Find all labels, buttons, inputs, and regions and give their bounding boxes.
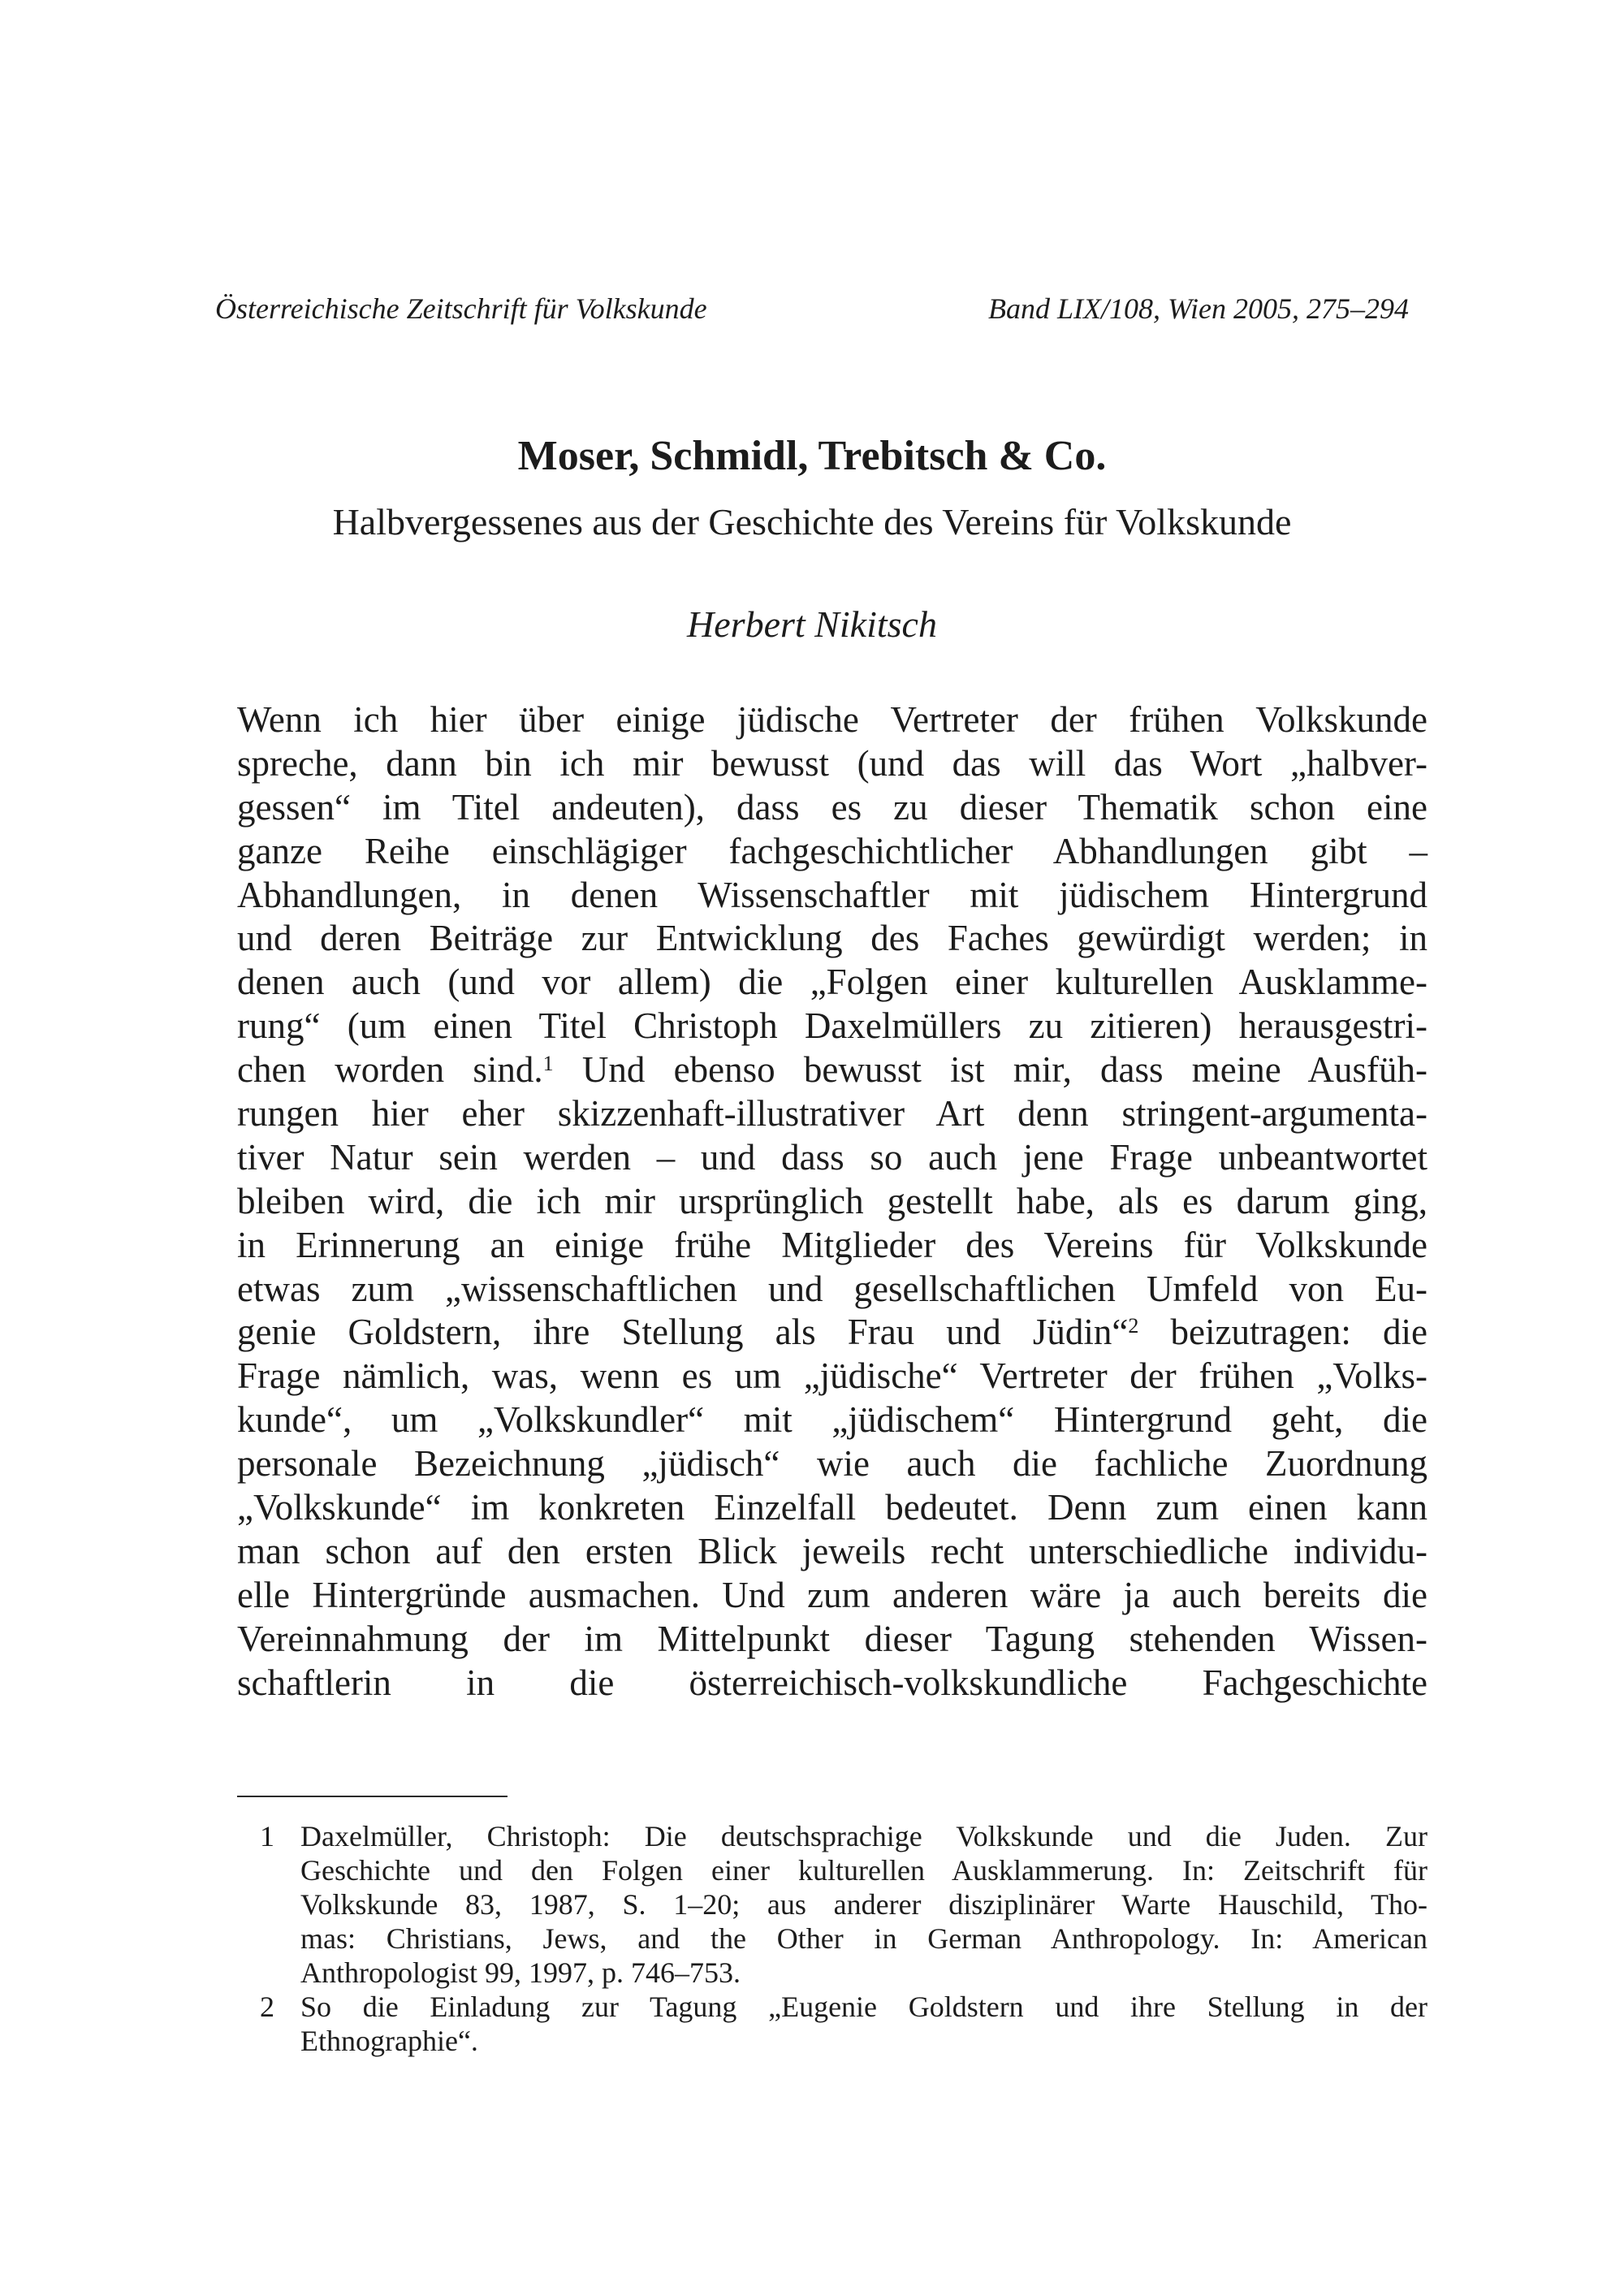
footnote-line: mas: Christians, Jews, and the Other in German Anthropology. In: American	[300, 1922, 1427, 1955]
body-line-part: beizutragen: die	[1138, 1312, 1427, 1353]
article-title: Moser, Schmidl, Trebitsch & Co.	[517, 433, 1107, 479]
footnote-ref-1[interactable]: 1	[542, 1052, 554, 1076]
footnote-2	[260, 1990, 1427, 2058]
footnote-divider	[237, 1796, 508, 1797]
body-line: Abhandlungen, in denen Wissenschaftler mit jüdischem Hintergrund	[237, 874, 1427, 915]
body-line: Wenn ich hier über einige jüdische Vertreter der frühen Volkskunde	[237, 699, 1427, 740]
body-line: rung“ (um einen Titel Christoph Daxelmüllers zu zitieren) herausgestri-	[237, 1005, 1427, 1047]
body-line: rungen hier eher skizzenhaft-illustrativer Art denn stringent-argumenta-	[237, 1093, 1427, 1135]
body-line: personale Bezeichnung „jüdisch“ wie auch die fachliche Zuordnung	[237, 1443, 1427, 1485]
journal-name: Österreichische Zeitschrift für Volkskunde	[215, 292, 707, 325]
body-line-part: chen worden sind.	[237, 1049, 543, 1091]
body-line	[237, 1311, 1427, 1355]
article-author: Herbert Nikitsch	[687, 603, 937, 645]
body-line: schaftlerin in die österreichisch-volkskundliche Fachgeschichte	[237, 1662, 1427, 1703]
article-subtitle: Halbvergessenes aus der Geschichte des Vereins für Volkskunde	[332, 501, 1292, 542]
body-line: gessen“ im Titel andeuten), dass es zu dieser Thematik schon eine	[237, 786, 1427, 828]
footnote-line: Daxelmüller, Christoph: Die deutschsprachige Volkskunde und die Juden. Zur	[300, 1820, 1427, 1852]
body-line: etwas zum „wissenschaftlichen und gesellschaftlichen Umfeld von Eu-	[237, 1268, 1427, 1309]
body-line: tiver Natur sein werden – und dass so auch jene Frage unbeantwortet	[237, 1136, 1427, 1178]
body-line-part: Und ebenso bewusst ist mir, dass meine Ausfüh-	[553, 1049, 1428, 1091]
running-head	[215, 288, 1409, 329]
volume-info: Band LIX/108, Wien 2005, 275–294	[988, 292, 1409, 325]
footnote-line: Anthropologist 99, 1997, p. 746–753.	[300, 1956, 741, 1989]
body-line: denen auch (und vor allem) die „Folgen einer kulturellen Ausklamme-	[237, 962, 1427, 1003]
footnote-1	[260, 1819, 1427, 1990]
body-line: bleiben wird, die ich mir ursprünglich gestellt habe, als es darum ging,	[237, 1180, 1427, 1221]
footnote-line: Ethnographie“.	[300, 2025, 478, 2057]
body-line: Frage nämlich, was, wenn es um „jüdische“ Vertreter der frühen „Volks-	[237, 1355, 1427, 1397]
footnote-line: So die Einladung zur Tagung „Eugenie Goldstern und ihre Stellung in der	[300, 1991, 1427, 2023]
body-text	[237, 698, 1427, 1705]
footnote-ref-2[interactable]: 2	[1128, 1314, 1139, 1338]
footnotes	[260, 1819, 1427, 2058]
footnote-line: Volkskunde 83, 1987, S. 1–20; aus anderer disziplinärer Warte Hauschild, Tho-	[300, 1888, 1427, 1921]
body-line: in Erinnerung an einige frühe Mitglieder des Vereins für Volkskunde	[237, 1224, 1427, 1265]
body-line	[237, 1048, 1427, 1092]
body-line-part: genie Goldstern, ihre Stellung als Frau und Jüdin“	[237, 1312, 1129, 1353]
body-line: spreche, dann bin ich mir bewusst (und das will das Wort „halbver-	[237, 742, 1427, 784]
body-line: elle Hintergründe ausmachen. Und zum anderen wäre ja auch bereits die	[237, 1574, 1427, 1615]
body-line: man schon auf den ersten Blick jeweils recht unterschiedliche individu-	[237, 1530, 1427, 1571]
body-line: kunde“, um „Volkskundler“ mit „jüdischem“ Hintergrund geht, die	[237, 1399, 1427, 1441]
body-line: „Volkskunde“ im konkreten Einzelfall bedeutet. Denn zum einen kann	[237, 1487, 1427, 1528]
footnote-number: 2	[260, 1991, 274, 2023]
body-line: und deren Beiträge zur Entwicklung des Faches gewürdigt werden; in	[237, 918, 1427, 959]
body-line: Vereinnahmung der im Mittelpunkt dieser Tagung stehenden Wissen-	[237, 1618, 1427, 1659]
footnote-number: 1	[260, 1820, 274, 1852]
body-line: ganze Reihe einschlägiger fachgeschichtlicher Abhandlungen gibt –	[237, 830, 1427, 871]
footnote-line: Geschichte und den Folgen einer kulturellen Ausklammerung. In: Zeitschrift für	[300, 1854, 1427, 1887]
